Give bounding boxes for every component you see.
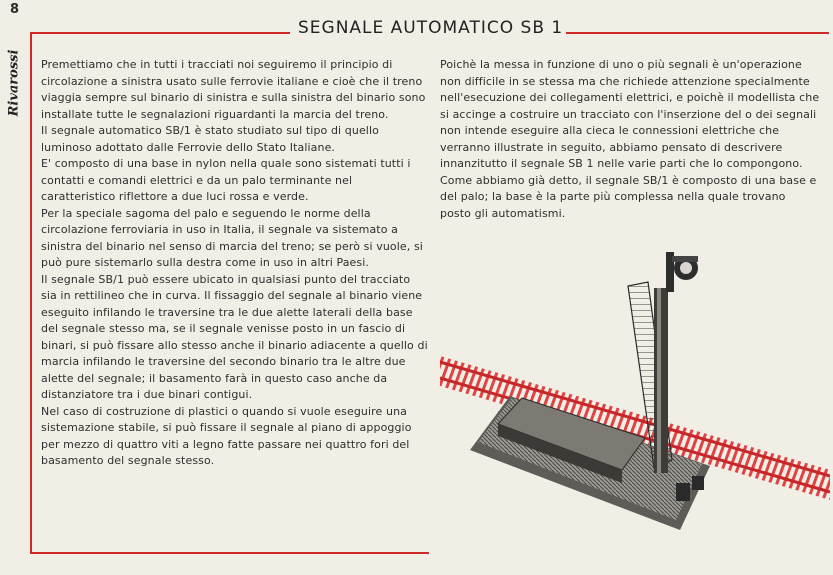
- paragraph: Premettiamo che in tutti i tracciati noi seguiremo il principio di circolazione a sinistra usato sulle ferrovie italiane e cioè che il treno viaggia sempre sul binario di sinistra e sulla sinistra del binario sono installate tutte le segnalazioni riguardanti la marcia del treno.: [41, 58, 426, 121]
- text-column-right: [440, 57, 820, 222]
- paragraph: Il segnale SB/1 può essere ubicato in qualsiasi punto del tracciato sia in rettilineo che in curva. Il fissaggio del segnale al binario viene eseguito infilando le traversine tra le due alette laterali della base del segnale stesso ma, se il segnale venisse posto in un fascio di binari, si può fissare allo stesso anche il binario adiacente a quello di marcia infilando le traversine del secondo binario tra le altre due alette del segnale; il basamento farà in questo caso anche da distanziatore tra i due binari contigui.: [41, 272, 428, 401]
- frame-line-top-left: [30, 32, 290, 34]
- paragraph: Il segnale automatico SB/1 è stato studiato sul tipo di quello luminoso adottato dalle Ferrovie dello Stato Italiane.: [41, 124, 379, 154]
- brand-logo: [3, 38, 25, 128]
- brand-text: Rivarossi: [6, 49, 22, 117]
- frame-line-left: [30, 32, 32, 553]
- paragraph: Per la speciale sagoma del palo e seguendo le norme della circolazione ferroviaria in uso in Italia, il segnale va sistemato a sinistra del binario nel senso di marcia del treno; se però si vuole, si può pure sistemarlo sulla destra come in uso in altri Paesi.: [41, 206, 423, 269]
- paragraph: Nel caso di costruzione di plastici o quando si vuole eseguire una sistemazione stabile, si può fissare il segnale al piano di appoggio per mezzo di quattro viti a legno fatte passare nei quattro fori del basamento del segnale stesso.: [41, 404, 412, 467]
- frame-line-bottom: [30, 552, 429, 554]
- page-number: 8: [10, 2, 20, 17]
- paragraph: Come abbiamo già detto, il segnale SB/1 è composto di una base e del palo; la base è la parte più complessa nella quale trovano posto gli automatismi.: [440, 173, 817, 220]
- frame-line-top-right: [566, 32, 829, 34]
- paragraph: E' composto di una base in nylon nella quale sono sistemati tutti i contatti e comandi elettrici e da un palo terminante nel caratteristico riflettore a due luci rossa e verde.: [41, 157, 411, 203]
- signal-illustration: [440, 238, 830, 538]
- page-title: SEGNALE AUTOMATICO SB 1: [298, 18, 564, 38]
- paragraph: Poichè la messa in funzione di uno o più segnali è un'operazione non difficile in se stessa ma che richiede attenzione specialmente nell'esecuzione dei collegamenti elettrici, e poichè il modellista che si accinge a costruire un tracciato con l'inserzione del o dei segnali non intende eseguire alla cieca le connessioni elettriche che verranno illustrate in seguito, abbiamo pensato di descrivere innanzitutto il segnale SB 1 nelle varie parti che lo compongono.: [440, 58, 820, 170]
- text-column-left: [41, 57, 429, 470]
